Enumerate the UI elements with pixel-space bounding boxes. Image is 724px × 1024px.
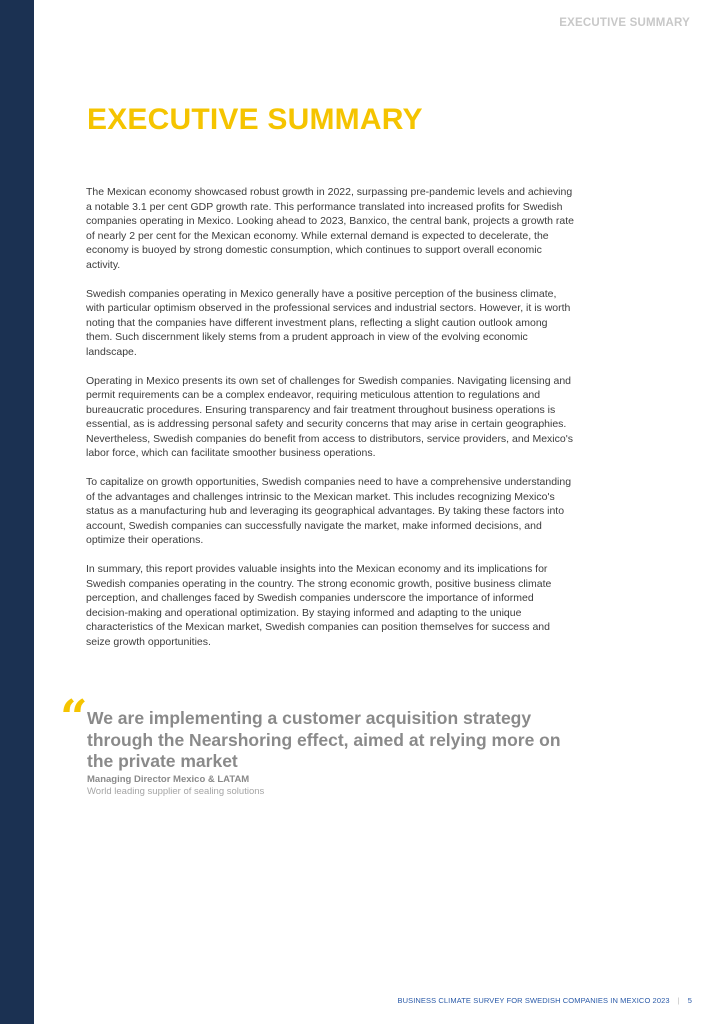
page-footer (397, 996, 692, 1005)
footer-separator: | (677, 996, 680, 1005)
body-text (86, 185, 576, 664)
paragraph-4: To capitalize on growth opportunities, Swedish companies need to have a comprehensive understanding of the advantages and challenges intrinsic to the Mexican market. This includes recognizing Mexico's status as a manufacturing hub and leveraging its geographical advantages. By taking these factors into account, Swedish companies can successfully navigate the market, make informed decisions, and optimize their operations. (86, 476, 572, 546)
footer-title: BUSINESS CLIMATE SURVEY FOR SWEDISH COMPANIES IN MEXICO 2023 (397, 996, 670, 1005)
quote-company: World leading supplier of sealing solutions (87, 786, 265, 797)
quote-text: We are implementing a customer acquisition strategy through the Nearshoring effect, aimed at relying more on the private market (87, 708, 561, 771)
left-sidebar-band (0, 0, 34, 1024)
paragraph-1: The Mexican economy showcased robust growth in 2022, surpassing pre-pandemic levels and achieving a notable 3.1 per cent GDP growth rate. This performance translated into increased profits for Swedish companies operating in Mexico. Looking ahead to 2023, Banxico, the central bank, projects a growth rate of nearly 2 per cent for the Mexican economy. While external demand is expected to decelerate, the economy is buoyed by strong domestic consumption, which continues to support overall economic activity. (86, 186, 574, 271)
quote-mark-icon: “ (60, 690, 88, 746)
paragraph-2: Swedish companies operating in Mexico generally have a positive perception of the business climate, with particular optimism observed in the professional services and industrial sectors. However, it is worth noting that the companies have different investment plans, reflecting a slight caution outlook among them. Such discernment likely stems from a prudent approach in view of the evolving economic landscape. (86, 287, 571, 358)
paragraph-5: In summary, this report provides valuable insights into the Mexican economy and its implications for Swedish companies operating in the country. The strong economic growth, positive business climate perception, and challenges faced by Swedish companies underscore the importance of informed decision-making and operational optimization. By staying informed and adapting to the unique characteristics of the Mexican market, Swedish companies can position themselves for success and seize growth opportunities. (86, 563, 552, 648)
section-header-label: EXECUTIVE SUMMARY (559, 17, 690, 29)
paragraph-3: Operating in Mexico presents its own set of challenges for Swedish companies. Navigating licensing and permit requirements can be a complex endeavor, requiring meticulous attention to regulations and bureaucratic procedures. Ensuring transparency and fair treatment throughout business operations is essential, as is addressing personal safety and security concerns that may arise in certain geographies. Nevertheless, Swedish companies do benefit from access to distributors, service providers, and Mexico's labor force, which can facilitate smoother business operations. (86, 374, 573, 459)
quote-author: Managing Director Mexico & LATAM (87, 774, 250, 785)
page-title: EXECUTIVE SUMMARY (87, 103, 423, 136)
page-number: 5 (687, 996, 692, 1005)
